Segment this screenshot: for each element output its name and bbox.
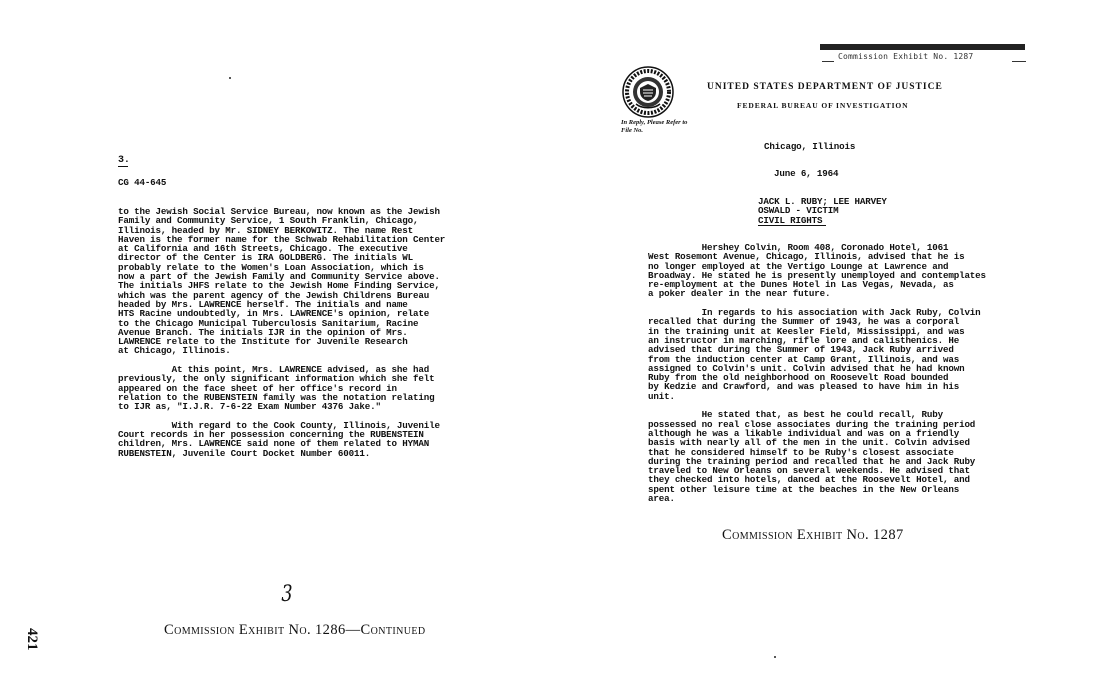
body-line: during the training period and recalled that he and Jack Ruby (648, 455, 976, 467)
body-line: no longer employed at the Vertigo Lounge at Lawrence and (648, 260, 949, 272)
body-line: a poker dealer in the near future. (648, 288, 831, 300)
body-line: Illinois, headed by Mr. SIDNEY BERKOWITZ. The name Rest (118, 224, 413, 236)
place-and-date (764, 123, 855, 188)
body-line: Haven is the former name for the Schwab Rehabilitation Center (118, 233, 446, 245)
body-line: previously, the only significant information which she felt (118, 373, 435, 385)
left-exhibit-caption: Commission Exhibit No. 1286—Continued (164, 622, 426, 638)
place: Chicago, Illinois (764, 140, 856, 152)
body-line: re-employment at the Dunes Hotel in Las Vegas, Nevada, as (648, 279, 954, 291)
body-line: Ruby from the old neighborhood on Roosevelt Road bounded (648, 372, 949, 384)
file-number: CG 44-645 (118, 177, 167, 188)
subject-line: JACK L. RUBY; LEE HARVEY (758, 196, 887, 207)
body-line: Family and Community Service, 1 South Franklin, Chicago, (118, 215, 419, 227)
handwritten-page-number: 3 (281, 582, 293, 607)
body-line: although he was a likable individual and was on a friendly (648, 427, 960, 439)
letterhead-bureau: FEDERAL BUREAU OF INVESTIGATION (737, 101, 909, 110)
exhibit-stamp-rule (822, 61, 834, 62)
body-line: probably relate to the Women's Loan Association, which is (118, 261, 424, 273)
paper-speck (229, 77, 231, 79)
side-page-number: 421 (24, 628, 40, 651)
paper-speck (774, 656, 776, 658)
body-line: traveled to New Orleans on several weekends. He advised that (648, 465, 970, 477)
body-line: He stated that, as best he could recall, Ruby (648, 409, 943, 421)
body-line: possessed no real close associates during the training period (648, 418, 976, 430)
body-line: RUBENSTEIN, Juvenile Court Docket Number 60011. (118, 447, 371, 459)
subject-line: CIVIL RIGHTS (758, 214, 823, 226)
body-line: LAWRENCE relate to the Institute for Juvenile Research (118, 336, 408, 348)
date: June 6, 1964 (774, 168, 839, 180)
body-line: The initials JHFS relate to the Jewish Home Finding Service, (118, 280, 440, 292)
subject-block (758, 197, 887, 225)
body-line: at Chicago, Illinois. (118, 345, 231, 357)
body-line: director of the Center is IRA GOLDBERG. The initials WL (118, 252, 413, 264)
body-line: Court records in her possession concerning the RUBENSTEIN (118, 429, 424, 441)
body-line: that he considered himself to be Ruby's closest associate (648, 446, 954, 458)
body-line: to IJR as, "I.J.R. 7-6-22 Exam Number 4376 Jake." (118, 401, 381, 413)
subject-underline (758, 225, 826, 226)
body-line: At this point, Mrs. LAWRENCE advised, as she had (118, 364, 430, 376)
body-line: an instructor in marching, rifle lore and calisthenics. He (648, 334, 960, 346)
body-line: appeared on the face sheet of her office's record in (118, 382, 397, 394)
body-line: Hershey Colvin, Room 408, Coronado Hotel, 1061 (648, 242, 949, 253)
body-line: from the induction center at Camp Grant, Illinois, and was (648, 353, 960, 365)
right-body-text (648, 243, 986, 503)
body-line: spent other leisure time at the beaches in the New Orleans (648, 483, 960, 495)
left-body-text (118, 207, 445, 458)
exhibit-stamp-bar (820, 44, 1025, 50)
body-line: Avenue Branch. The initials IJR in the opinion of Mrs. (118, 326, 408, 338)
body-line: headed by Mrs. LAWRENCE herself. The initials and name (118, 298, 408, 310)
body-line: to the Jewish Social Service Bureau, now known as the Jewish (118, 206, 440, 217)
body-line: West Rosemont Avenue, Chicago, Illinois, advised that he is (648, 251, 965, 263)
body-line: in the training unit at Keesler Field, Mississippi, and was (648, 325, 965, 337)
body-line: unit. (648, 390, 675, 402)
letterhead-department: UNITED STATES DEPARTMENT OF JUSTICE (707, 82, 943, 92)
reply-reference-note: In Reply, Please Refer to File No. (621, 119, 688, 134)
body-line: In regards to his association with Jack Ruby, Colvin (648, 307, 981, 319)
exhibit-stamp: Commission Exhibit No. 1287 (838, 52, 974, 61)
right-exhibit-caption: Commission Exhibit No. 1287 (722, 527, 904, 543)
subject-line: OSWALD - VICTIM (758, 205, 839, 217)
body-line: they checked into hotels, danced at the Roosevelt Hotel, and (648, 474, 970, 486)
body-line: by Kedzie and Crawford, and was pleased to have him in his (648, 381, 960, 393)
body-line: Broadway. He stated he is presently unemployed and contemplates (648, 269, 986, 281)
body-line: now a part of the Jewish Family and Community Service above. (118, 271, 440, 283)
body-line: children, Mrs. LAWRENCE said none of them related to HYMAN (118, 438, 430, 450)
doj-seal-icon (622, 66, 674, 118)
exhibit-stamp-rule (1012, 61, 1026, 62)
body-line: at California and 16th Streets, Chicago. The executive (118, 243, 408, 255)
body-line: relation to the RUBENSTEIN family was the notation relating (118, 391, 435, 403)
body-line: recalled that during the Summer of 1943, he was a corporal (648, 316, 960, 328)
body-line: With regard to the Cook County, Illinois, Juvenile (118, 419, 440, 431)
body-line: to the Chicago Municipal Tuberculosis Sanitarium, Racine (118, 317, 419, 329)
body-line: HTS Racine undoubtedly, in Mrs. LAWRENCE's opinion, relate (118, 308, 430, 320)
body-line: area. (648, 493, 675, 505)
page-label: 3. (118, 155, 130, 166)
body-line: which was the parent agency of the Jewish Childrens Bureau (118, 289, 430, 301)
body-line: assigned to Colvin's unit. Colvin advised that he had known (648, 362, 965, 374)
body-line: basis with nearly all of the men in the unit. Colvin advised (648, 437, 970, 449)
body-line: advised that during the Summer of 1943, Jack Ruby arrived (648, 344, 954, 356)
